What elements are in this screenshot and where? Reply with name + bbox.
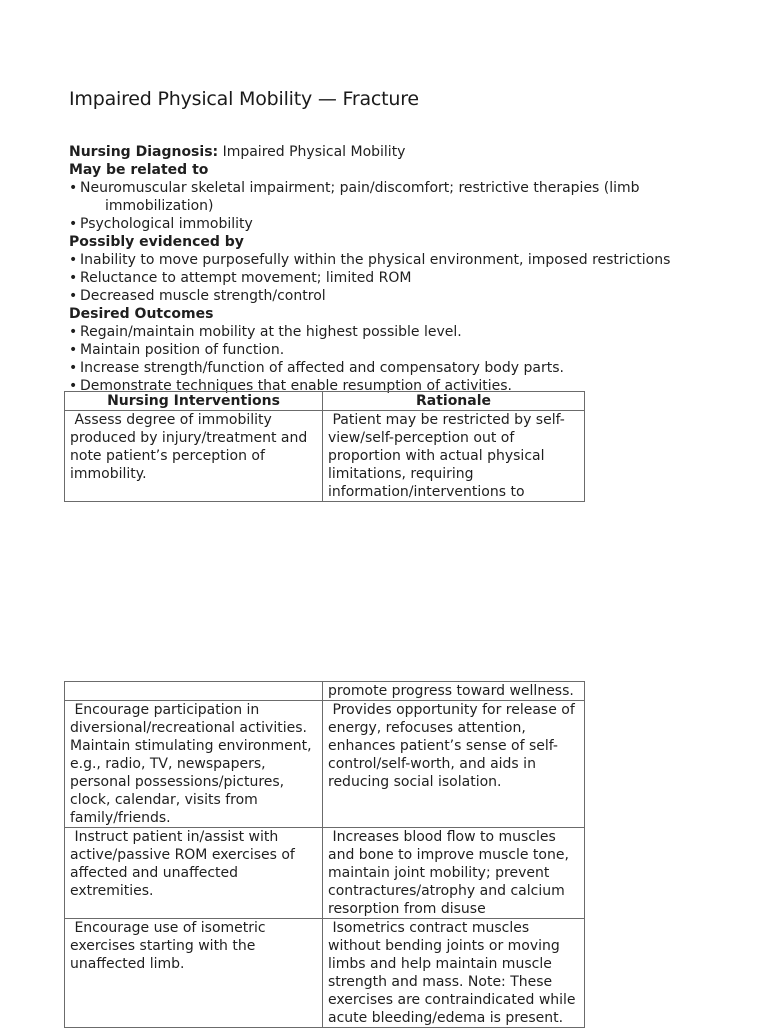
intervention-cell (65, 682, 323, 701)
evidenced-by-heading: Possibly evidenced by (69, 234, 244, 250)
outcome-item: • Increase strength/function of affected and compensatory body parts. (69, 359, 749, 377)
nursing-diagnosis-value: Impaired Physical Mobility (218, 144, 406, 160)
intervention-cell: Instruct patient in/assist with active/passive ROM exercises of affected and unaffected extremities. (65, 828, 323, 919)
table-header-row (65, 392, 585, 411)
interventions-table-page2 (64, 681, 585, 1028)
rationale-cell: Increases blood flow to muscles and bone to improve muscle tone, maintain joint mobility; prevent contractures/atrophy and calcium resorption from disuse (323, 828, 585, 919)
related-item: • Psychological immobility (69, 215, 749, 233)
related-item-text: Neuromuscular skeletal impairment; pain/discomfort; restrictive therapies (limb (80, 180, 640, 196)
interventions-table-page1 (64, 391, 585, 502)
intervention-cell: Encourage participation in diversional/recreational activities. Maintain stimulating environment, e.g., radio, TV, newspapers, personal possessions/pictures, clock, calendar, visits from family/friends. (65, 701, 323, 828)
table-row-continuation (65, 682, 585, 701)
desired-outcomes-heading: Desired Outcomes (69, 306, 214, 322)
related-to-heading: May be related to (69, 162, 209, 178)
outcome-item: • Regain/maintain mobility at the highest possible level. (69, 323, 749, 341)
care-plan-summary (69, 143, 749, 395)
intervention-cell: Encourage use of isometric exercises starting with the unaffected limb. (65, 919, 323, 1028)
rationale-cell: Provides opportunity for release of energy, refocuses attention, enhances patient’s sense of self- control/self-worth, and aids in reducing social isolation. (323, 701, 585, 828)
evidence-item: • Decreased muscle strength/control (69, 287, 749, 305)
related-item (69, 179, 749, 215)
table-row (65, 828, 585, 919)
header-rationale: Rationale (323, 392, 585, 411)
evidence-item: • Reluctance to attempt movement; limited ROM (69, 269, 749, 287)
outcome-item: • Demonstrate techniques that enable resumption of activities. (69, 377, 749, 395)
nursing-diagnosis (69, 143, 749, 161)
rationale-cell: promote progress toward wellness. (323, 682, 585, 701)
table-row (65, 411, 585, 502)
related-item-continuation: immobilization) (105, 198, 214, 214)
rationale-cell: Isometrics contract muscles without bending joints or moving limbs and help maintain muscle strength and mass. Note: These exercises are contraindicated while acute bleeding/edema is present. (323, 919, 585, 1028)
outcome-item: • Maintain position of function. (69, 341, 749, 359)
document-title: Impaired Physical Mobility — Fracture (69, 88, 419, 110)
evidence-item: • Inability to move purposefully within the physical environment, imposed restrictions (69, 251, 749, 269)
nursing-diagnosis-label: Nursing Diagnosis: (69, 144, 219, 160)
header-nursing-interventions: Nursing Interventions (65, 392, 323, 411)
rationale-cell: Patient may be restricted by self- view/self-perception out of proportion with actual physical limitations, requiring information/interventions to (323, 411, 585, 502)
table-row (65, 919, 585, 1028)
intervention-cell: Assess degree of immobility produced by injury/treatment and note patient’s perception of immobility. (65, 411, 323, 502)
table-row (65, 701, 585, 828)
